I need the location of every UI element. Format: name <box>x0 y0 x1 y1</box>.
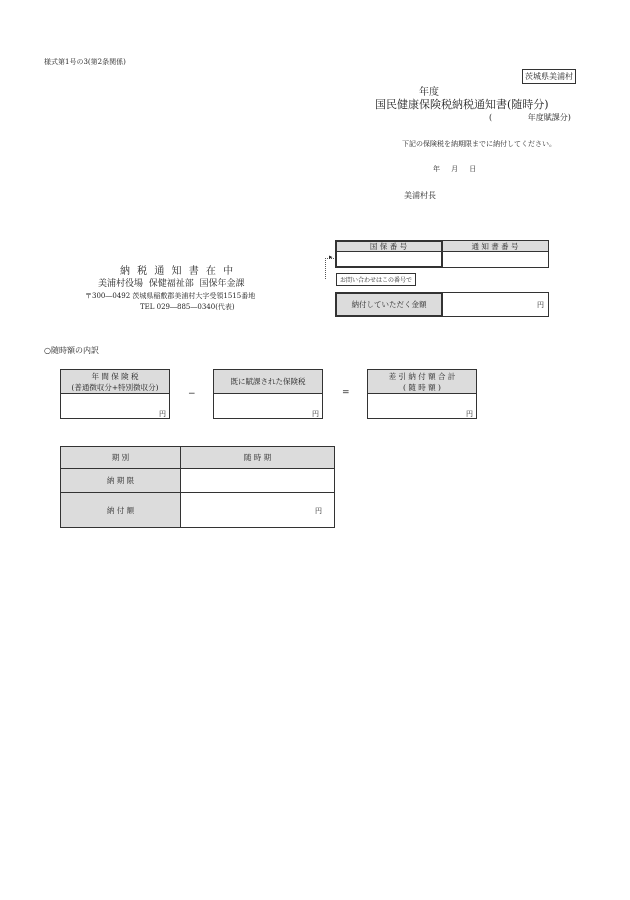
payment-instruction: 下記の保険税を納期限までに納付してください。 <box>402 140 556 148</box>
payment-amount-label: 納 付 額 <box>61 493 181 527</box>
issue-date: 年 月 日 <box>433 165 477 173</box>
assessment-year: ( 年度賦課分) <box>489 113 571 122</box>
notice-title: 国民健康保険税納税通知書(随時分) <box>375 98 549 111</box>
row-divider <box>181 492 334 493</box>
notice-enclosed-label: 納 税 通 知 書 在 中 <box>120 266 236 277</box>
ad-hoc-period-header: 随 時 期 <box>181 447 334 469</box>
amount-due-yen: 円 <box>537 301 544 309</box>
municipality-badge: 茨城県美浦村 <box>522 69 576 84</box>
net-amount-label: 差 引 納 付 額 合 計 <box>388 371 456 381</box>
sender-tel: TEL 029―885―0340(代表) <box>140 303 235 311</box>
net-amount-header <box>368 370 476 394</box>
connector-arrow-icon: ▸ <box>329 253 333 261</box>
form-id: 様式第1号の3(第2条関係) <box>44 58 126 66</box>
annual-tax-sublabel: (普通徴収分+特別徴収分) <box>71 382 159 392</box>
net-amount-yen: 円 <box>466 410 473 418</box>
due-date-label: 納 期 限 <box>61 469 181 493</box>
assessed-tax-header: 既に賦課された保険税 <box>214 370 322 394</box>
annual-tax-label: 年 間 保 険 税 <box>91 371 139 381</box>
insurance-number-field[interactable] <box>335 240 443 268</box>
amount-due-label: 納付していただく金額 <box>335 292 443 317</box>
annual-tax-header <box>61 370 169 394</box>
sender-office: 美浦村役場 保健福祉部 国保年金課 <box>98 279 245 289</box>
equals-sign: = <box>342 388 350 398</box>
year-label: 年度 <box>419 87 439 98</box>
signatory: 美浦村長 <box>404 191 436 200</box>
minus-sign: − <box>188 389 196 399</box>
payment-amount-yen: 円 <box>315 507 322 515</box>
period-header: 期 別 <box>61 447 181 469</box>
inquiry-note: お問い合わせはこの番号で <box>336 273 416 286</box>
net-amount-sublabel: ( 随 時 額 ) <box>403 382 441 392</box>
insurance-number-header: 国 保 番 号 <box>336 241 442 252</box>
connector-line <box>325 258 334 279</box>
breakdown-heading: ○随時額の内訳 <box>44 346 99 355</box>
notice-number-header: 通 知 書 番 号 <box>442 241 548 252</box>
annual-tax-yen: 円 <box>159 410 166 418</box>
sender-address: 〒300―0492 茨城県稲敷郡美浦村大字受領1515番地 <box>85 292 256 300</box>
assessed-tax-yen: 円 <box>312 410 319 418</box>
